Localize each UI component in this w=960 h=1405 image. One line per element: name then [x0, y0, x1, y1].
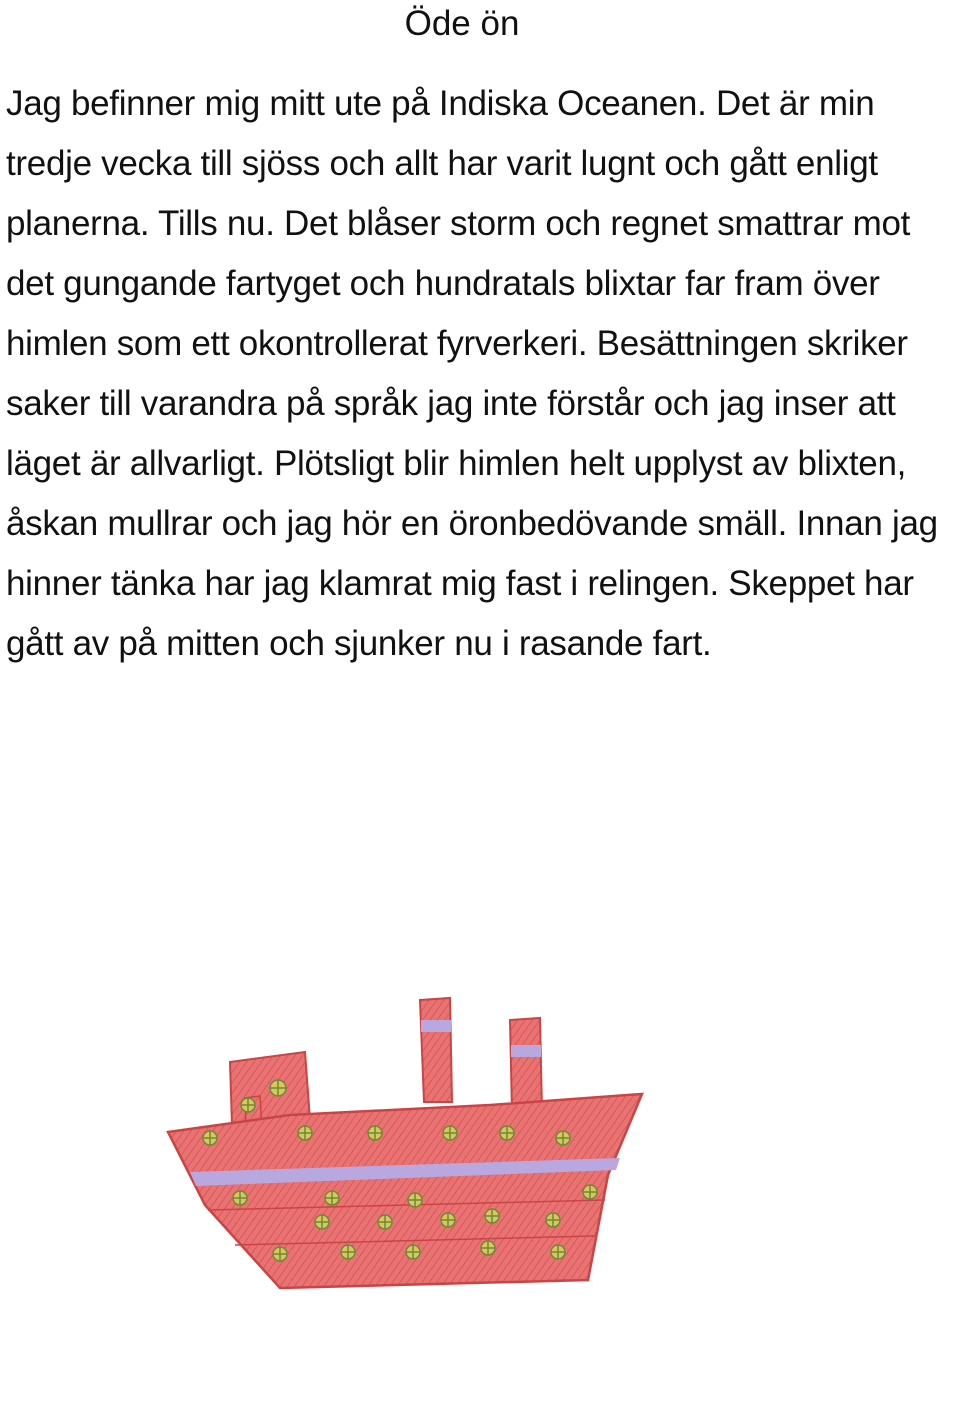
porthole-icon [270, 1080, 286, 1096]
porthole-icon [233, 1191, 247, 1205]
porthole-icon [378, 1215, 392, 1229]
porthole-icon [298, 1126, 312, 1140]
porthole-icon [500, 1126, 514, 1140]
porthole-icon [408, 1193, 422, 1207]
porthole-icon [325, 1191, 339, 1205]
ship-drawing [150, 990, 670, 1300]
porthole-icon [315, 1215, 329, 1229]
ship-funnel-right [510, 1018, 542, 1112]
funnel-stripe-left [421, 1020, 451, 1032]
porthole-icon [241, 1098, 255, 1112]
porthole-icon [273, 1247, 287, 1261]
porthole-icon [203, 1131, 217, 1145]
story-paragraph: Jag befinner mig mitt ute på Indiska Oceanen. Det är min tredje vecka till sjöss och allt har varit lugnt och gått enligt planerna. Tills nu. Det blåser storm och regnet smattrar mot det gungande fartyget och hundratals blixtar far fram över himlen som ett okontrollerat fyrverkeri. Besättningen skriker saker till varandra på språk jag inte förstår och jag inser att läget är allvarligt. Plötsligt blir himlen helt upplyst av blixten, åskan mullrar och jag hör en öronbedövande smäll. Innan jag hinner tänka har jag klamrat mig fast i relingen. Skeppet har gått av på mitten och sjunker nu i rasande fart. [6, 84, 938, 663]
porthole-icon [341, 1245, 355, 1259]
ship-funnel-left [420, 998, 452, 1102]
porthole-icon [583, 1185, 597, 1199]
porthole-icon [481, 1241, 495, 1255]
porthole-icon [551, 1245, 565, 1259]
porthole-icon [556, 1131, 570, 1145]
page-title: Öde ön [404, 4, 520, 43]
porthole-icon [441, 1213, 455, 1227]
porthole-icon [546, 1213, 560, 1227]
porthole-icon [485, 1209, 499, 1223]
funnel-stripe-right [511, 1045, 541, 1057]
porthole-icon [368, 1126, 382, 1140]
porthole-icon [443, 1126, 457, 1140]
porthole-icon [406, 1245, 420, 1259]
